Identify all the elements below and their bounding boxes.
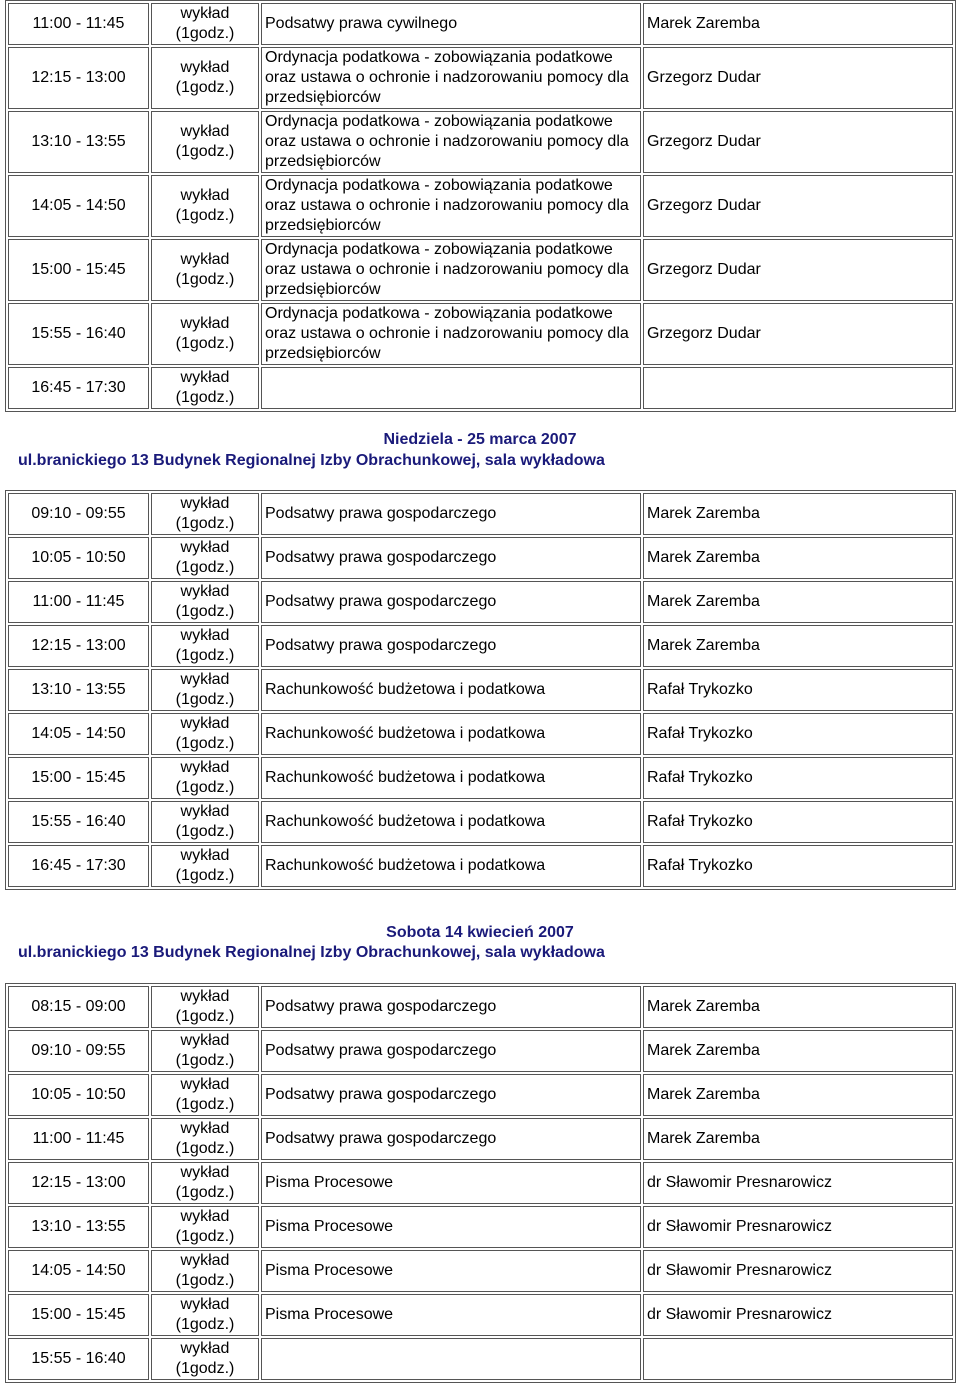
time-cell: 12:15 - 13:00 (8, 625, 149, 667)
time-cell: 11:00 - 11:45 (8, 1118, 149, 1160)
table-row (8, 801, 953, 843)
table-row (8, 1294, 953, 1336)
subject-cell: Podsatwy prawa gospodarczego (261, 537, 641, 579)
lecturer-cell: Marek Zaremba (643, 1118, 953, 1160)
table-row (8, 1206, 953, 1248)
subject-cell: Ordynacja podatkowa - zobowiązania podatkowe oraz ustawa o ochronie i nadzorowaniu pomocy dla przedsiębiorców (261, 111, 641, 173)
time-cell: 15:00 - 15:45 (8, 1294, 149, 1336)
time-cell: 15:00 - 15:45 (8, 757, 149, 799)
subject-cell: Ordynacja podatkowa - zobowiązania podatkowe oraz ustawa o ochronie i nadzorowaniu pomocy dla przedsiębiorców (261, 303, 641, 365)
type-cell: wykład (1godz.) (151, 1074, 259, 1116)
time-cell: 16:45 - 17:30 (8, 367, 149, 409)
subject-cell: Rachunkowość budżetowa i podatkowa (261, 669, 641, 711)
time-cell: 12:15 - 13:00 (8, 1162, 149, 1204)
subject-cell: Ordynacja podatkowa - zobowiązania podatkowe oraz ustawa o ochronie i nadzorowaniu pomocy dla przedsiębiorców (261, 239, 641, 301)
lecturer-cell: Marek Zaremba (643, 1030, 953, 1072)
type-cell: wykład (1godz.) (151, 1250, 259, 1292)
lecturer-cell: Marek Zaremba (643, 581, 953, 623)
lecturer-cell: Marek Zaremba (643, 493, 953, 535)
time-cell: 10:05 - 10:50 (8, 1074, 149, 1116)
lecturer-cell: Rafał Trykozko (643, 845, 953, 887)
lecturer-cell: dr Sławomir Presnarowicz (643, 1250, 953, 1292)
type-cell: wykład (1godz.) (151, 175, 259, 237)
subject-cell: Rachunkowość budżetowa i podatkowa (261, 713, 641, 755)
table-row (8, 1074, 953, 1116)
subject-cell: Podsatwy prawa gospodarczego (261, 493, 641, 535)
subject-cell: Ordynacja podatkowa - zobowiązania podatkowe oraz ustawa o ochronie i nadzorowaniu pomocy dla przedsiębiorców (261, 175, 641, 237)
type-cell: wykład (1godz.) (151, 1206, 259, 1248)
lecturer-cell: Marek Zaremba (643, 1074, 953, 1116)
subject-cell: Podsatwy prawa gospodarczego (261, 1074, 641, 1116)
table-row (8, 175, 953, 237)
time-cell: 12:15 - 13:00 (8, 47, 149, 109)
time-cell: 14:05 - 14:50 (8, 175, 149, 237)
time-cell: 14:05 - 14:50 (8, 1250, 149, 1292)
table-row (8, 111, 953, 173)
lecturer-cell: Grzegorz Dudar (643, 303, 953, 365)
time-cell: 15:55 - 16:40 (8, 1338, 149, 1380)
schedule-table-3 (5, 983, 956, 1383)
time-cell: 11:00 - 11:45 (8, 3, 149, 45)
table-row (8, 47, 953, 109)
time-cell: 09:10 - 09:55 (8, 493, 149, 535)
subject-cell: Podsatwy prawa gospodarczego (261, 1030, 641, 1072)
subject-cell: Podsatwy prawa cywilnego (261, 3, 641, 45)
lecturer-cell: Grzegorz Dudar (643, 175, 953, 237)
time-cell: 11:00 - 11:45 (8, 581, 149, 623)
subject-cell: Pisma Procesowe (261, 1294, 641, 1336)
section-date-heading: Niedziela - 25 marca 2007 (383, 431, 577, 448)
type-cell: wykład (1godz.) (151, 493, 259, 535)
subject-cell: Podsatwy prawa gospodarczego (261, 986, 641, 1028)
table-row (8, 845, 953, 887)
time-cell: 16:45 - 17:30 (8, 845, 149, 887)
time-cell: 15:55 - 16:40 (8, 303, 149, 365)
type-cell: wykład (1godz.) (151, 1030, 259, 1072)
subject-cell: Ordynacja podatkowa - zobowiązania podatkowe oraz ustawa o ochronie i nadzorowaniu pomocy dla przedsiębiorców (261, 47, 641, 109)
subject-cell: Podsatwy prawa gospodarczego (261, 1118, 641, 1160)
subject-cell: Rachunkowość budżetowa i podatkowa (261, 757, 641, 799)
subject-cell: Podsatwy prawa gospodarczego (261, 581, 641, 623)
lecturer-cell: Rafał Trykozko (643, 801, 953, 843)
time-cell: 13:10 - 13:55 (8, 111, 149, 173)
time-cell: 14:05 - 14:50 (8, 713, 149, 755)
time-cell: 13:10 - 13:55 (8, 669, 149, 711)
lecturer-cell: Marek Zaremba (643, 986, 953, 1028)
table-row (8, 303, 953, 365)
subject-cell (261, 1338, 641, 1380)
type-cell: wykład (1godz.) (151, 713, 259, 755)
subject-cell: Rachunkowość budżetowa i podatkowa (261, 845, 641, 887)
subject-cell: Pisma Procesowe (261, 1206, 641, 1248)
table-row (8, 669, 953, 711)
table-row (8, 1338, 953, 1380)
table-row (8, 367, 953, 409)
type-cell: wykład (1godz.) (151, 845, 259, 887)
type-cell: wykład (1godz.) (151, 801, 259, 843)
subject-cell: Pisma Procesowe (261, 1162, 641, 1204)
section-address: ul.branickiego 13 Budynek Regionalnej Izby Obrachunkowej, sala wykładowa (18, 452, 605, 469)
time-cell: 10:05 - 10:50 (8, 537, 149, 579)
lecturer-cell: dr Sławomir Presnarowicz (643, 1206, 953, 1248)
lecturer-cell: Rafał Trykozko (643, 757, 953, 799)
type-cell: wykład (1godz.) (151, 239, 259, 301)
lecturer-cell: Marek Zaremba (643, 3, 953, 45)
table-row (8, 986, 953, 1028)
lecturer-cell: Grzegorz Dudar (643, 239, 953, 301)
type-cell: wykład (1godz.) (151, 1294, 259, 1336)
lecturer-cell: Grzegorz Dudar (643, 47, 953, 109)
lecturer-cell (643, 367, 953, 409)
time-cell: 08:15 - 09:00 (8, 986, 149, 1028)
table-row (8, 713, 953, 755)
table-row (8, 757, 953, 799)
type-cell: wykład (1godz.) (151, 303, 259, 365)
lecturer-cell: dr Sławomir Presnarowicz (643, 1294, 953, 1336)
table-row (8, 1118, 953, 1160)
section-date-heading: Sobota 14 kwiecień 2007 (386, 924, 574, 941)
subject-cell: Rachunkowość budżetowa i podatkowa (261, 801, 641, 843)
lecturer-cell: Marek Zaremba (643, 537, 953, 579)
table-row (8, 239, 953, 301)
type-cell: wykład (1godz.) (151, 581, 259, 623)
type-cell: wykład (1godz.) (151, 1162, 259, 1204)
table-row (8, 1250, 953, 1292)
type-cell: wykład (1godz.) (151, 1338, 259, 1380)
lecturer-cell: Marek Zaremba (643, 625, 953, 667)
lecturer-cell: dr Sławomir Presnarowicz (643, 1162, 953, 1204)
time-cell: 09:10 - 09:55 (8, 1030, 149, 1072)
lecturer-cell: Grzegorz Dudar (643, 111, 953, 173)
time-cell: 13:10 - 13:55 (8, 1206, 149, 1248)
time-cell: 15:00 - 15:45 (8, 239, 149, 301)
type-cell: wykład (1godz.) (151, 1118, 259, 1160)
table-row (8, 625, 953, 667)
section-address: ul.branickiego 13 Budynek Regionalnej Izby Obrachunkowej, sala wykładowa (18, 944, 605, 961)
table-row (8, 537, 953, 579)
table-row (8, 1162, 953, 1204)
type-cell: wykład (1godz.) (151, 47, 259, 109)
lecturer-cell (643, 1338, 953, 1380)
type-cell: wykład (1godz.) (151, 669, 259, 711)
type-cell: wykład (1godz.) (151, 111, 259, 173)
lecturer-cell: Rafał Trykozko (643, 669, 953, 711)
table-row (8, 1030, 953, 1072)
table-row (8, 3, 953, 45)
subject-cell (261, 367, 641, 409)
type-cell: wykład (1godz.) (151, 757, 259, 799)
lecturer-cell: Rafał Trykozko (643, 713, 953, 755)
subject-cell: Pisma Procesowe (261, 1250, 641, 1292)
type-cell: wykład (1godz.) (151, 3, 259, 45)
schedule-table-1 (5, 0, 956, 412)
type-cell: wykład (1godz.) (151, 537, 259, 579)
type-cell: wykład (1godz.) (151, 367, 259, 409)
type-cell: wykład (1godz.) (151, 986, 259, 1028)
table-row (8, 581, 953, 623)
time-cell: 15:55 - 16:40 (8, 801, 149, 843)
subject-cell: Podsatwy prawa gospodarczego (261, 625, 641, 667)
schedule-table-2 (5, 490, 956, 890)
type-cell: wykład (1godz.) (151, 625, 259, 667)
table-row (8, 493, 953, 535)
